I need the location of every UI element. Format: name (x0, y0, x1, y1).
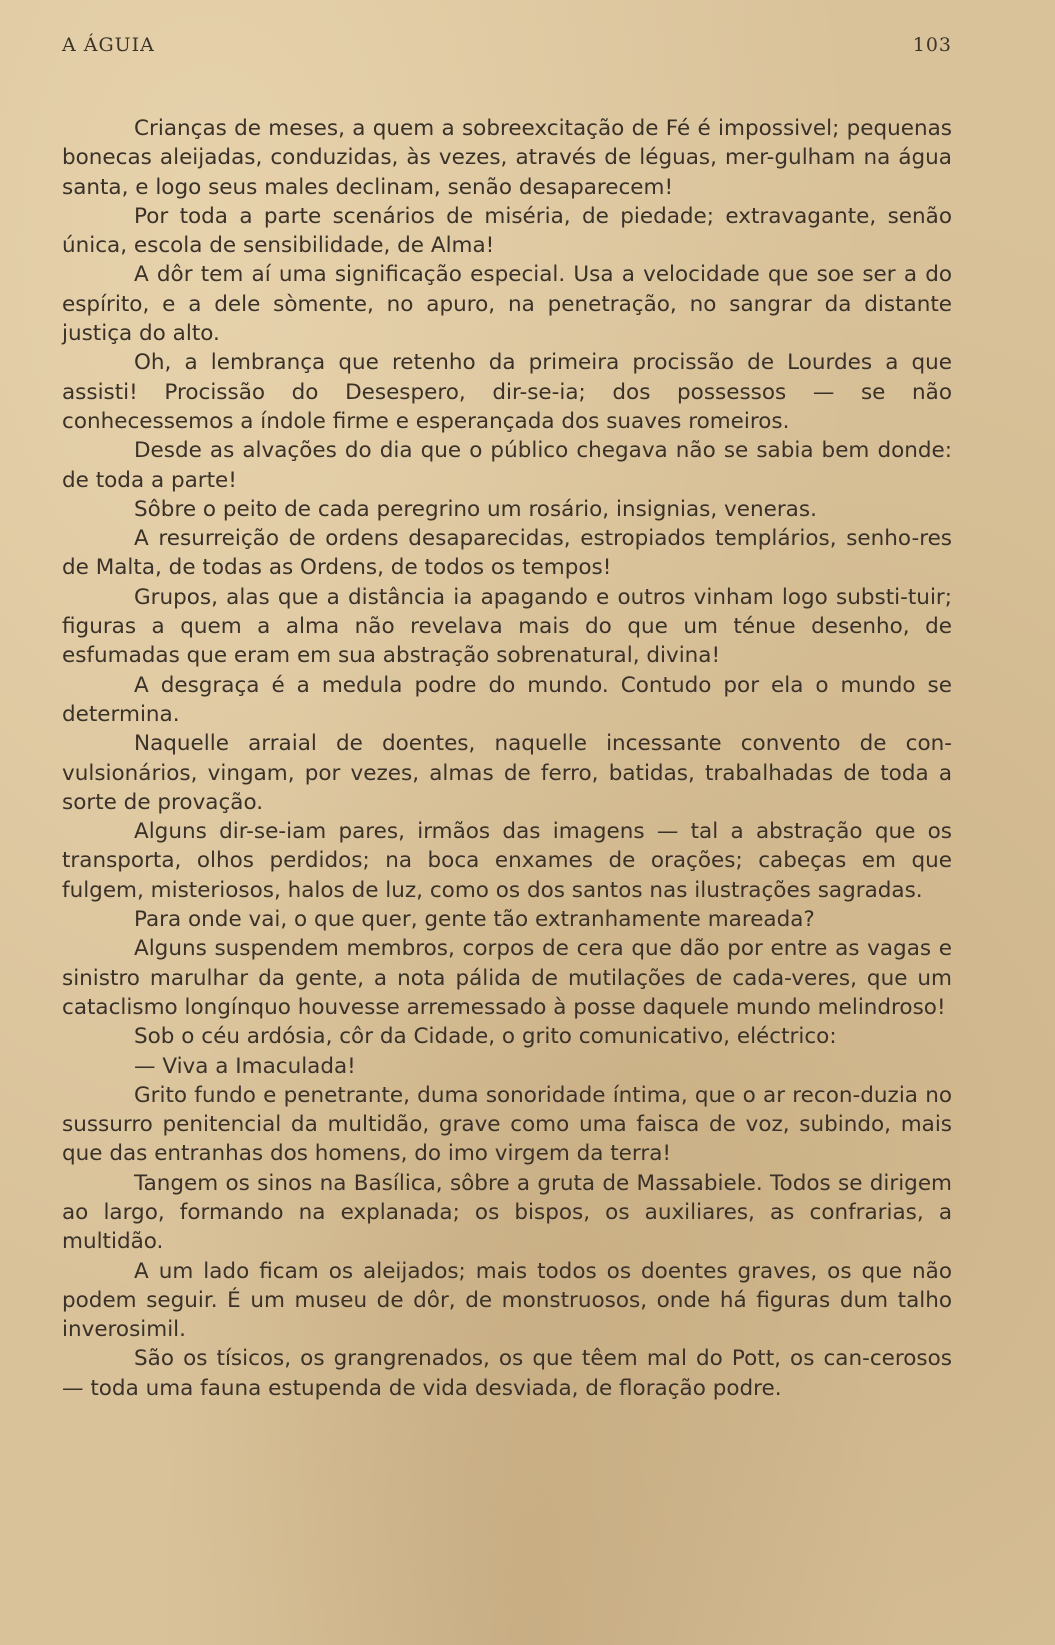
running-head (62, 34, 952, 64)
paragraph: Por toda a parte scenários de miséria, de piedade; extravagante, senão única, escola de sensibilidade, de Alma! (62, 203, 952, 259)
running-title: A ÁGUIA (62, 34, 155, 56)
paragraph: Sôbre o peito de cada peregrino um rosário, insignias, veneras. (134, 496, 817, 522)
paragraph: Grito fundo e penetrante, duma sonoridade íntima, que o ar recon-duzia no sussurro penitencial da multidão, grave como uma faisca de voz, subindo, mais que das entranhas dos homens, do imo virgem da terra! (62, 1082, 952, 1167)
paragraph: São os tísicos, os grangrenados, os que têem mal do Pott, os can-cerosos — toda uma fauna estupenda de vida desviada, de floração podre. (62, 1346, 952, 1401)
paragraph: Grupos, alas que a distância ia apagando e outros vinham logo substi-tuir; figuras a quem a alma não revelava mais do que um ténue desenho, de esfumadas que eram em sua abstração sobrenatural, divina! (62, 584, 952, 669)
paragraph: Desde as alvações do dia que o público chegava não se sabia bem donde: de toda a parte! (62, 438, 952, 493)
page-number: 103 (912, 34, 952, 56)
paragraph: A dôr tem aí uma significação especial. Usa a velocidade que soe ser a do espírito, e a dele sòmente, no apuro, na penetração, no sangrar da distante justiça do alto. (62, 262, 952, 347)
paragraph: Crianças de meses, a quem a sobreexcitação de Fé é impossivel; pequenas bonecas aleijadas, conduzidas, às vezes, através de léguas, mer-gulham na água santa, e logo seus males declinam, senão desaparecem! (62, 116, 952, 200)
body-text (62, 114, 952, 1403)
paragraph: A um lado ficam os aleijados; mais todos os doentes graves, os que não podem seguir. É um museu de dôr, de monstruosos, onde há figuras dum talho inverosimil. (62, 1258, 952, 1343)
paragraph: A desgraça é a medula podre do mundo. Contudo por ela o mundo se determina. (62, 672, 952, 727)
paragraph: Alguns dir-se-iam pares, irmãos das imagens — tal a abstração que os transporta, olhos perdidos; na boca enxames de orações; cabeças em que fulgem, misteriosos, halos de luz, como os dos santos nas ilustrações sagradas. (62, 819, 952, 903)
paragraph: Naquelle arraial de doentes, naquelle incessante convento de con-vulsionários, vingam, por vezes, almas de ferro, batidas, trabalhadas de toda a sorte de provação. (62, 731, 952, 815)
paragraph: Oh, a lembrança que retenho da primeira procissão de Lourdes a que assisti! Procissão do Desespero, dir-se-ia; dos possessos — se não conhecessemos a índole firme e esperançada dos suaves romeiros. (62, 350, 952, 434)
paragraph: Tangem os sinos na Basílica, sôbre a gruta de Massabiele. Todos se dirigem ao largo, formando na explanada; os bispos, os auxiliares, as confrarias, a multidão. (62, 1170, 952, 1255)
paragraph: Sob o céu ardósia, côr da Cidade, o grito comunicativo, eléctrico: (134, 1024, 837, 1050)
paragraph: Para onde vai, o que quer, gente tão extranhamente mareada? (134, 907, 815, 933)
dialogue-line: — Viva a Imaculada! (134, 1053, 356, 1079)
paragraph: Alguns suspendem membros, corpos de cera que dão por entre as vagas e sinistro marulhar da gente, a nota pálida de mutilações de cada-veres, que um cataclismo longínquo houvesse arremessado à posse daquele mundo melindroso! (62, 936, 952, 1020)
paragraph: A resurreição de ordens desaparecidas, estropiados templários, senho-res de Malta, de todas as Ordens, de todos os tempos! (62, 526, 952, 581)
